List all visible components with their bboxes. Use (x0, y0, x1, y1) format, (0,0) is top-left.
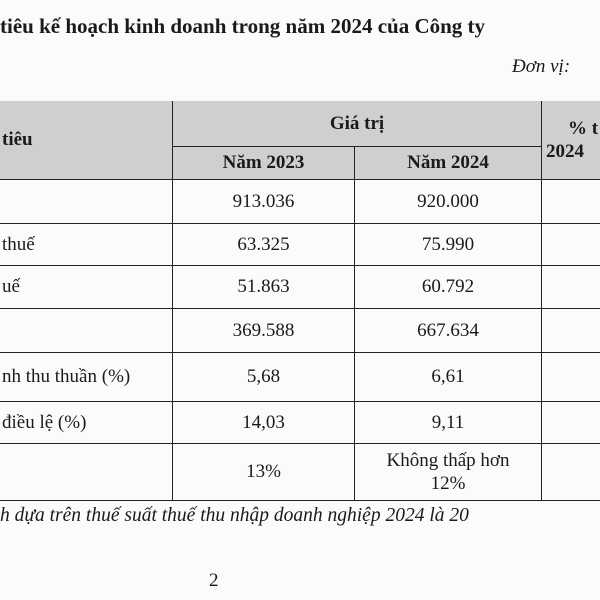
row-5-2023-text: 5,68 (246, 366, 281, 387)
row-6-2023-text: 14,03 (242, 411, 285, 433)
row-5-percent (542, 353, 600, 402)
row-1-2024-text: 920.000 (417, 190, 479, 212)
row-7-2023 (173, 444, 355, 501)
row-7-2024 (355, 444, 542, 501)
unit-label: Đơn vị: (512, 56, 571, 77)
row-2-2023 (173, 224, 355, 266)
row-6-label (0, 402, 173, 444)
row-3-label-text: uế (2, 276, 20, 297)
row-7-label (0, 444, 173, 501)
row-3-label (0, 266, 173, 309)
plan-table (0, 101, 600, 501)
row-7-2024-line1: Không thấp hơn (386, 450, 510, 471)
row-1-2023 (173, 180, 355, 224)
footnote: h dựa trên thuế suất thuế thu nhập doanh nghiệp 2024 là 20 (0, 505, 469, 526)
row-5-label-text: nh thu thuần (%) (2, 366, 131, 387)
row-1-2024 (355, 180, 542, 224)
row-5-2024-text: 6,61 (431, 366, 465, 387)
row-2-2024-text: 75.990 (421, 233, 475, 255)
row-2-2024 (355, 224, 542, 266)
row-3-2024 (355, 266, 542, 309)
row-4-2024 (355, 309, 542, 353)
row-2-label-text: thuế (2, 233, 35, 255)
row-1-percent (542, 180, 600, 224)
row-7-2023-text: 13% (246, 461, 281, 482)
header-percent-line2: 2024 (546, 141, 584, 162)
row-3-percent (542, 266, 600, 309)
row-5-2024 (355, 353, 542, 402)
header-year-2024 (355, 147, 542, 180)
header-value-group-text: Giá trị (329, 112, 385, 134)
row-6-label-text: điều lệ (%) (2, 411, 87, 433)
row-4-2023 (173, 309, 355, 353)
row-6-2024-text: 9,11 (431, 411, 465, 433)
document-title: tiêu kế hoạch kinh doanh trong năm 2024 của Công ty (0, 14, 486, 38)
header-indicator-text: tiêu (2, 129, 33, 150)
header-year-2024-text: Năm 2024 (407, 152, 489, 173)
row-1-label (0, 180, 173, 224)
page-number: 2 (209, 570, 219, 591)
header-percent (542, 101, 600, 180)
row-4-2024-text: 667.634 (417, 319, 479, 341)
header-percent-line1: % t (568, 118, 599, 139)
row-2-label (0, 224, 173, 266)
row-4-2023-text: 369.588 (232, 319, 295, 341)
header-indicator (0, 101, 173, 180)
row-2-percent (542, 224, 600, 266)
row-4-percent (542, 309, 600, 353)
header-value-group (173, 101, 542, 147)
row-4-label (0, 309, 173, 353)
row-2-2023-text: 63.325 (237, 233, 290, 255)
row-1-2023-text: 913.036 (232, 190, 295, 212)
header-year-2023 (173, 147, 355, 180)
row-6-2023 (173, 402, 355, 444)
row-5-label (0, 353, 173, 402)
row-6-2024 (355, 402, 542, 444)
row-3-2023 (173, 266, 355, 309)
row-7-percent (542, 444, 600, 501)
row-7-2024-line2: 12% (430, 473, 466, 494)
row-3-2023-text: 51.863 (237, 276, 290, 297)
row-6-percent (542, 402, 600, 444)
header-year-2023-text: Năm 2023 (222, 152, 305, 173)
row-5-2023 (173, 353, 355, 402)
row-3-2024-text: 60.792 (421, 276, 475, 297)
